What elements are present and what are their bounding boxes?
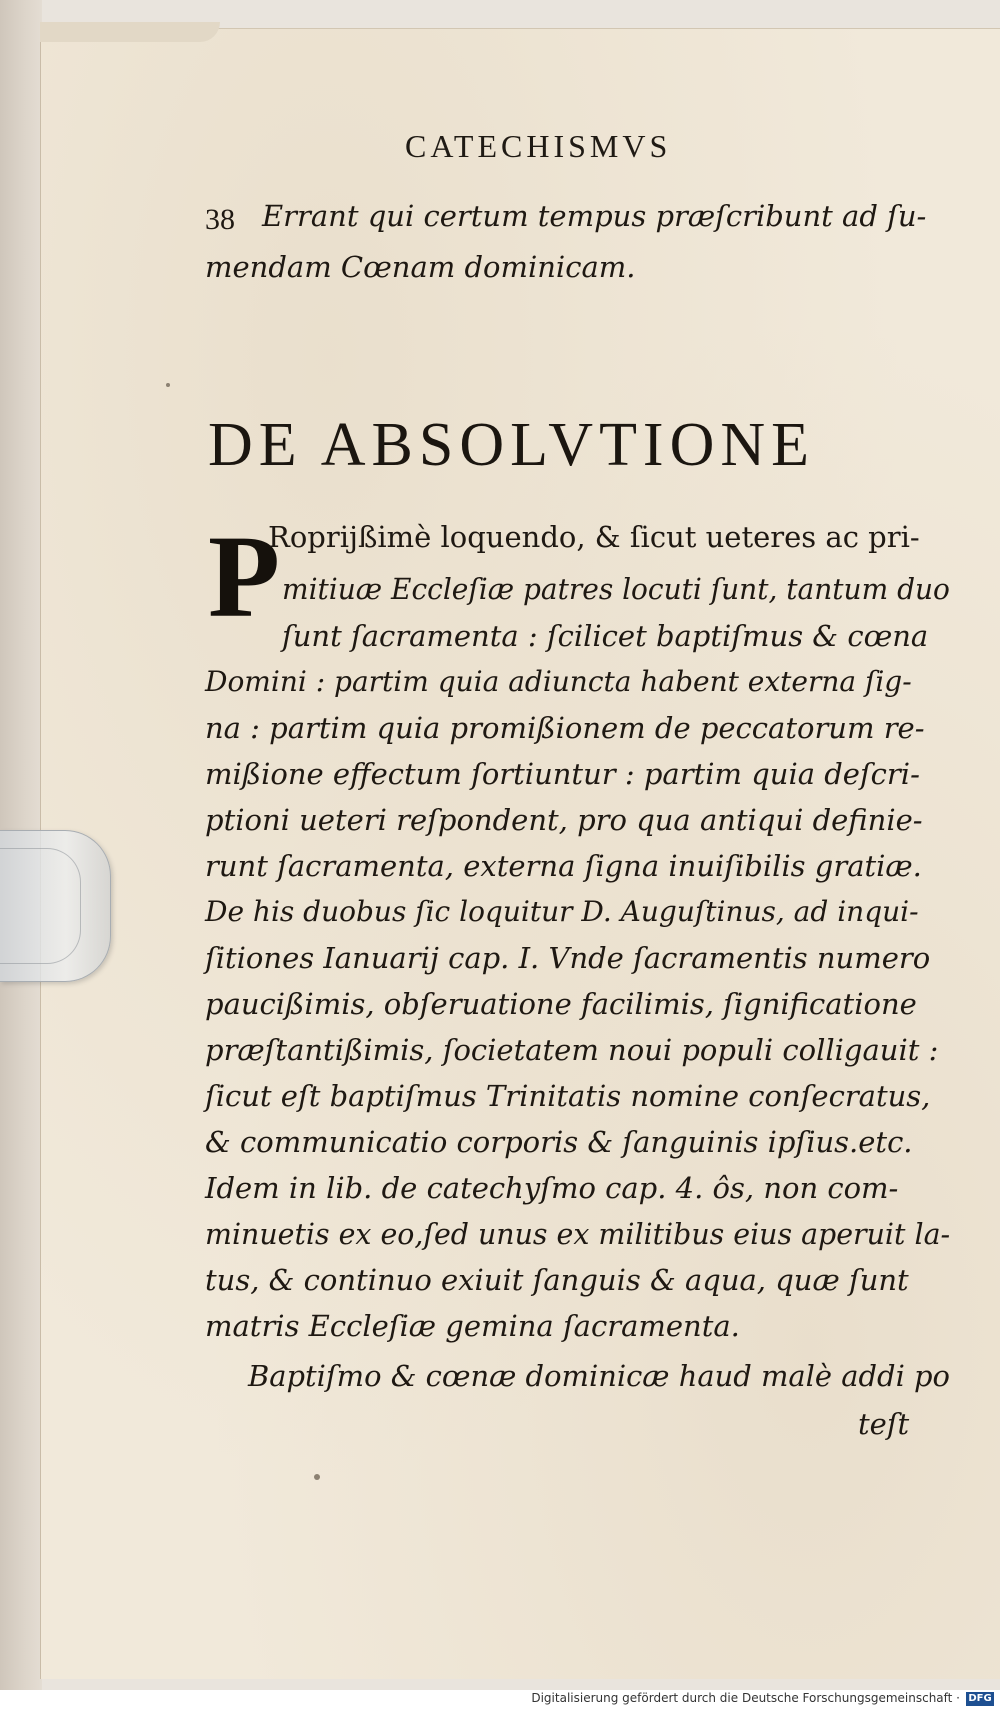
drop-cap: P [208,511,281,642]
body-line: Baptiſmo & cœnæ dominicæ haud malè addi po [248,1359,950,1393]
body-line: mißione effectum ſortiuntur : partim quia deſcri- [205,757,920,791]
body-line: tus, & continuo exiuit ſanguis & aqua, quæ ſunt [205,1263,909,1297]
body-line: præſtantißimis, ſocietatem noui populi colligauit : [205,1033,939,1067]
dfg-logo: DFG [966,1692,994,1706]
paragraph-line: mendam Cœnam dominicam. [205,250,636,284]
body-line: na : partim quia promißionem de peccatorum re- [205,711,925,745]
body-line: paucißimis, obſeruatione facilimis, ſignificatione [205,987,917,1021]
body-line: matris Eccleſiæ gemina ſacramenta. [205,1309,740,1343]
body-line: minuetis ex eo,ſed unus ex militibus eius aperuit la- [205,1217,951,1251]
body-line: ſitiones Ianuarij cap. I. Vnde ſacramentis numero [205,941,931,975]
body-line: runt ſacramenta, externa ſigna inuiſibilis gratiæ. [205,849,922,883]
paper-speck [314,1474,320,1480]
footer-credit: Digitalisierung gefördert durch die Deutsche Forschungsgemeinschaft · [531,1691,960,1705]
page-torn-corner [40,22,220,42]
body-line: ſicut eſt baptiſmus Trinitatis nomine conſecratus, [205,1079,931,1113]
body-line: Idem in lib. de catechyſmo cap. 4. ôs, non com- [205,1171,899,1205]
body-line: Domini : partim quia adiuncta habent externa ſig- [205,665,912,698]
paragraph-line: Errant qui certum tempus præſcribunt ad ſu- [262,199,927,233]
body-line: Ropriјßimè loquendo, & ſicut ueteres ac pri- [268,520,920,554]
section-heading: DE ABSOLVTIONE [208,411,816,479]
catchword: teſt [858,1407,910,1441]
body-line: ptioni ueteri reſpondent, pro qua antiqui definie- [205,803,923,837]
body-line: ſunt ſacramenta : ſcilicet baptiſmus & cœna [282,619,929,653]
page-number: 38 [205,203,235,236]
body-line: De his duobus ſic loquitur D. Auguſtinus, ad inqui- [205,895,919,928]
running-header: CATECHISMVS [405,128,672,164]
paper-speck [166,383,170,387]
body-line: mitiuæ Eccleſiæ patres locuti ſunt, tantum duo [282,572,950,606]
page-holder-clip-inner [0,848,81,964]
body-line: & communicatio corporis & ſanguinis ipſius.etc. [205,1125,913,1159]
